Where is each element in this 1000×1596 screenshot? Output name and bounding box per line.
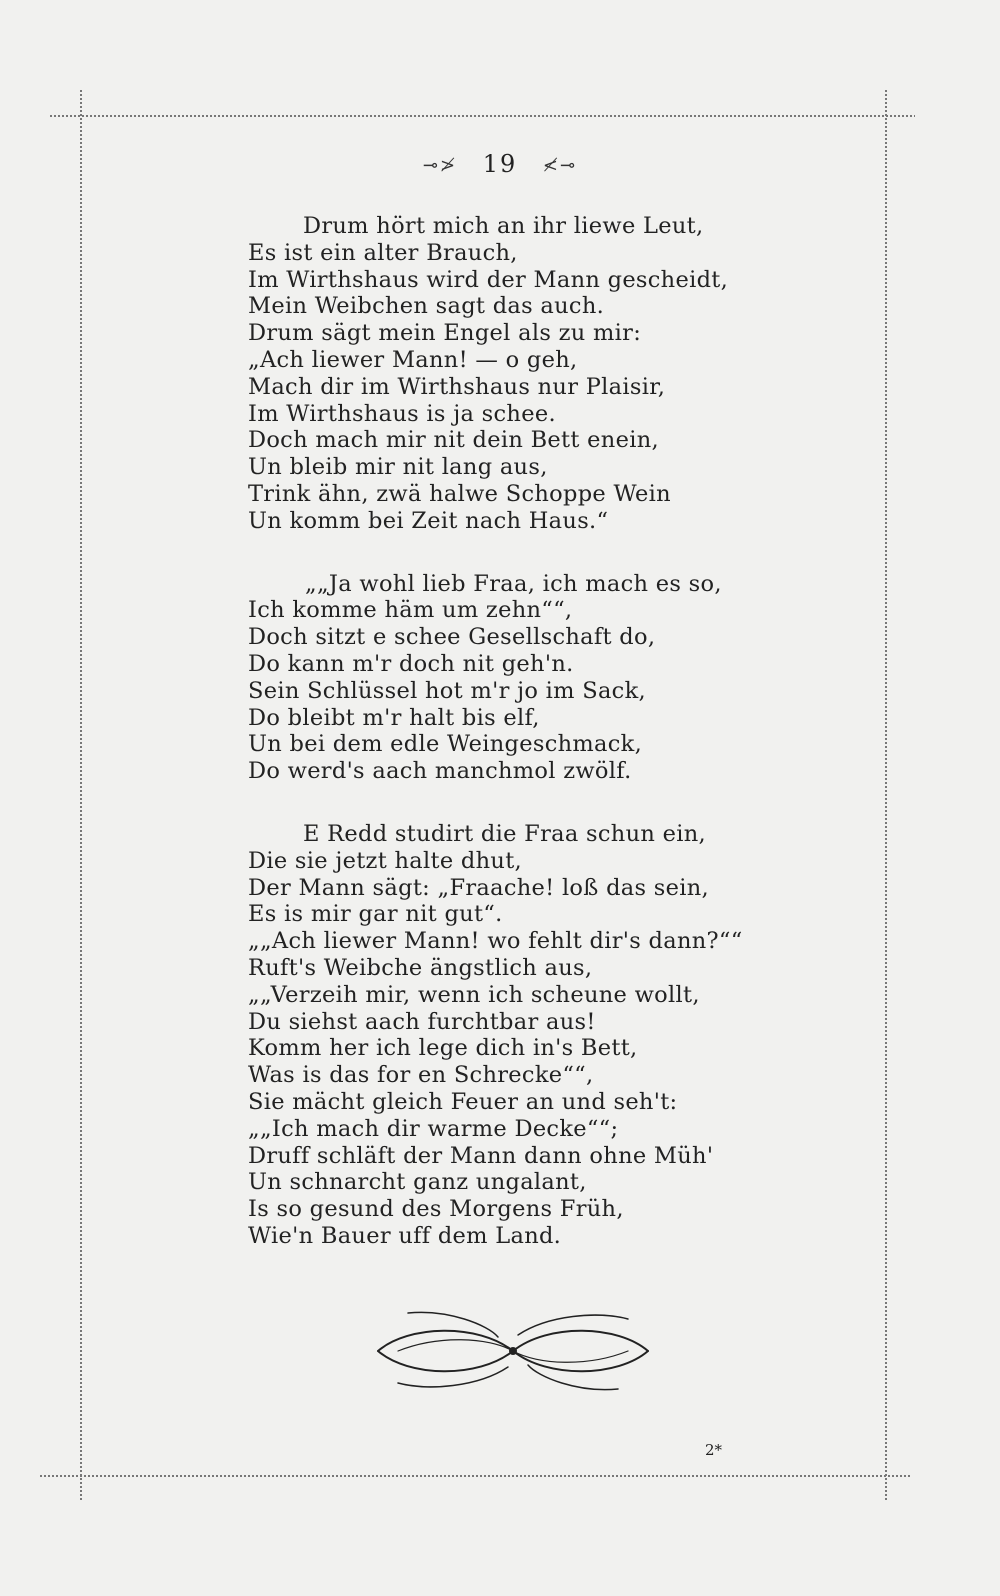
poem-line: „„Ich mach dir warme Decke““; bbox=[248, 1115, 619, 1142]
poem-line: Im Wirthshaus wird der Mann gescheidt, bbox=[248, 266, 729, 293]
poem-line: Ruft's Weibche ängstlich aus, bbox=[248, 954, 593, 981]
poem-line: Es ist ein alter Brauch, bbox=[248, 239, 518, 266]
top-border-rule bbox=[50, 115, 915, 117]
poem-line: Trink ähn, zwä halwe Schoppe Wein bbox=[248, 480, 671, 507]
poem-line: Ich komme häm um zehn““, bbox=[248, 597, 573, 624]
poem-line: E Redd studirt die Fraa schun ein, bbox=[303, 820, 706, 847]
poem-line: Sie mächt gleich Feuer an und seh't: bbox=[248, 1088, 678, 1115]
poem-body bbox=[248, 213, 808, 1286]
poem-line: Sein Schlüssel hot m'r jo im Sack, bbox=[248, 677, 646, 704]
poem-line: Drum sägt mein Engel als zu mir: bbox=[248, 320, 642, 347]
left-border-rule bbox=[80, 90, 82, 1500]
poem-line: Un bleib mir nit lang aus, bbox=[248, 454, 548, 481]
poem-line: Wie'n Bauer uff dem Land. bbox=[248, 1222, 562, 1249]
poem-line: Doch mach mir nit dein Bett enein, bbox=[248, 427, 659, 454]
poem-line: Un schnarcht ganz ungalant, bbox=[248, 1169, 587, 1196]
poem-line: Un bei dem edle Weingeschmack, bbox=[248, 731, 643, 758]
right-border-rule bbox=[885, 90, 887, 1500]
flourish-ornament-icon bbox=[368, 1305, 658, 1397]
page-number: 19 bbox=[482, 150, 518, 178]
page-header bbox=[0, 150, 1000, 178]
poem-line: Do bleibt m'r halt bis elf, bbox=[248, 704, 540, 731]
stanza-1 bbox=[248, 213, 808, 535]
poem-line: Der Mann sägt: „Fraache! loß das sein, bbox=[248, 874, 709, 901]
poem-line: Mach dir im Wirthshaus nur Plaisir, bbox=[248, 373, 666, 400]
signature-mark: 2* bbox=[705, 1441, 723, 1459]
poem-line: „Ach liewer Mann! — o geh, bbox=[248, 346, 578, 373]
bottom-border-rule bbox=[40, 1475, 910, 1477]
stanza-3 bbox=[248, 821, 808, 1250]
poem-line: Drum hört mich an ihr liewe Leut, bbox=[303, 213, 704, 239]
poem-line: Was is das for en Schrecke““, bbox=[248, 1062, 594, 1089]
poem-line: Im Wirthshaus is ja schee. bbox=[248, 400, 556, 427]
poem-line: „„Ach liewer Mann! wo fehlt dir's dann?““ bbox=[248, 928, 743, 955]
poem-line: Die sie jetzt halte dhut, bbox=[248, 847, 522, 874]
poem-line: Du siehst aach furchtbar aus! bbox=[248, 1008, 596, 1035]
stanza-2 bbox=[248, 571, 808, 785]
poem-line: „„Ja wohl lieb Fraa, ich mach es so, bbox=[305, 570, 722, 597]
poem-line: Komm her ich lege dich in's Bett, bbox=[248, 1035, 638, 1062]
poem-line: Un komm bei Zeit nach Haus.“ bbox=[248, 507, 609, 534]
poem-line: Es is mir gar nit gut“. bbox=[248, 901, 503, 928]
poem-line: Doch sitzt e schee Gesellschaft do, bbox=[248, 624, 656, 651]
poem-line: Druff schläft der Mann dann ohne Müh' bbox=[248, 1142, 714, 1169]
left-ornament-icon: ⊸≯ bbox=[422, 155, 458, 176]
right-ornament-icon: ≮⊸ bbox=[542, 155, 578, 176]
poem-line: Do werd's aach manchmol zwölf. bbox=[248, 758, 632, 785]
poem-line: Do kann m'r doch nit geh'n. bbox=[248, 650, 574, 677]
poem-line: „„Verzeih mir, wenn ich scheune wollt, bbox=[248, 981, 700, 1008]
poem-line: Mein Weibchen sagt das auch. bbox=[248, 293, 605, 320]
poem-line: Is so gesund des Morgens Früh, bbox=[248, 1196, 624, 1223]
